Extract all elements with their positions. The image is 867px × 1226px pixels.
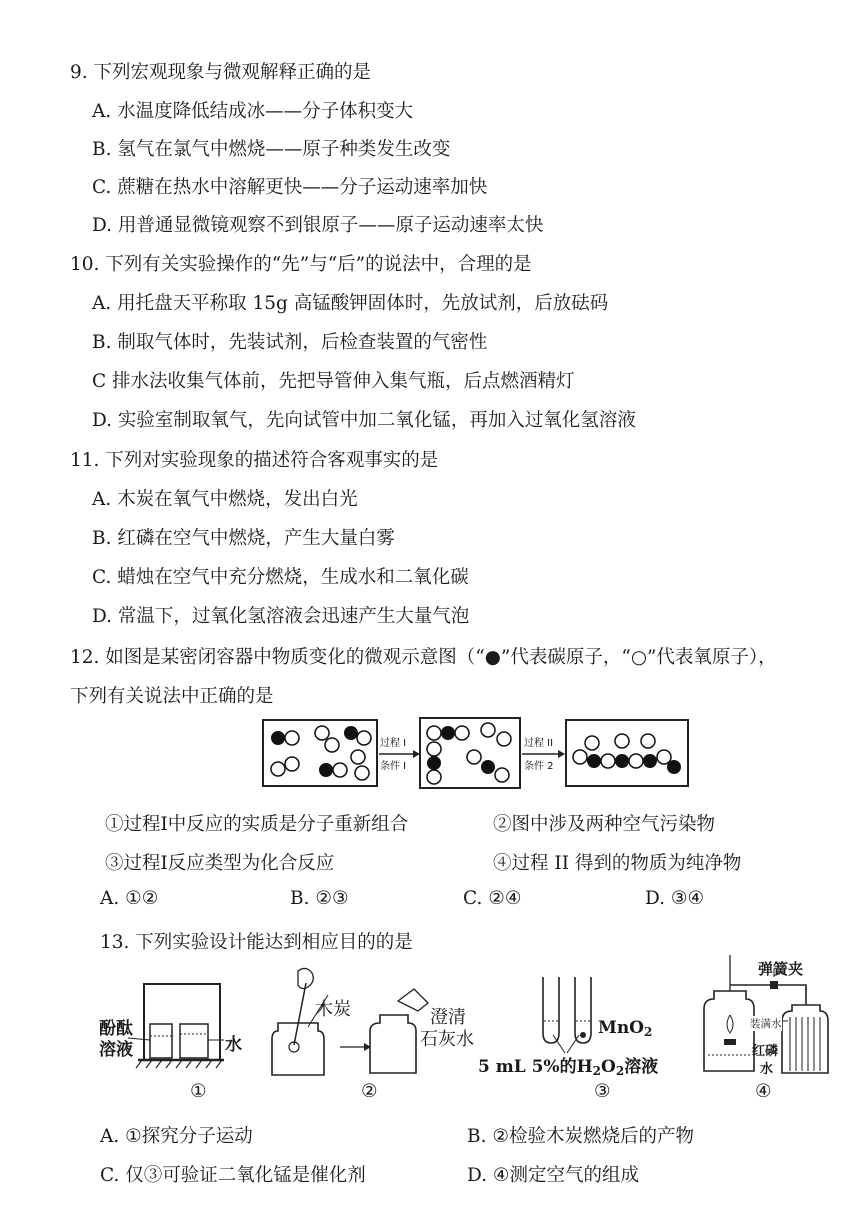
oxygen-atom (657, 750, 671, 764)
fig4-label-full-water: 装满水 (750, 1018, 782, 1030)
q11-option-d: D. 常温下，过氧化氢溶液会迅速产生大量气泡 (92, 606, 470, 627)
pouring-beaker (398, 989, 428, 1011)
q12-molecule-diagram (262, 717, 732, 789)
carbon-atom (319, 763, 333, 777)
oxygen-atom (585, 736, 599, 750)
figure-number-3: ③ (594, 1081, 611, 1102)
carbon-atom (441, 726, 455, 740)
oxygen-atom (467, 750, 481, 764)
fig3-label-h2o2: 5 mL 5%的$H_2O_2$溶液 (478, 1057, 659, 1078)
condition-2-label: 条件 2 (524, 761, 554, 772)
oxygen-atom (455, 726, 469, 740)
fig1-label-water: 水 (225, 1035, 242, 1055)
oxygen-atom (601, 754, 615, 768)
arrow-1-icon (413, 750, 420, 758)
fig4-label-red-phosphorus: 红磷 (752, 1044, 779, 1059)
q12-option-d: D. ③④ (645, 888, 705, 909)
q12-statement-1: ①过程I中反应的实质是分子重新组合 (105, 814, 409, 835)
bottle-right (782, 1005, 828, 1073)
carbon-atom (615, 754, 629, 768)
oxygen-atom (357, 731, 371, 745)
oxygen-atom (285, 757, 299, 771)
q13-option-b: B. ②检验木炭燃烧后的产物 (467, 1126, 694, 1147)
q11-option-c: C. 蜡烛在空气中充分燃烧，生成水和二氧化碳 (92, 567, 469, 588)
q10-option-c: C 排水法收集气体前，先把导管伸入集气瓶，后点燃酒精灯 (92, 371, 575, 392)
q13-option-a: A. ①探究分子运动 (100, 1126, 253, 1147)
oxygen-atom (615, 734, 629, 748)
test-tube-left (543, 977, 559, 1043)
fig2-label-charcoal: 木炭 (315, 999, 351, 1020)
beaker-left (150, 1024, 172, 1058)
q10-option-d: D. 实验室制取氧气，先向试管中加二氧化锰，再加入过氧化氢溶液 (92, 410, 636, 431)
q11-option-a: A. 木炭在氧气中燃烧，发出白光 (92, 489, 358, 510)
figure-number-2: ② (361, 1081, 378, 1102)
oxygen-atom (351, 750, 365, 764)
oxygen-atom (271, 762, 285, 776)
q12-statement-2: ②图中涉及两种空气污染物 (493, 814, 716, 835)
q9-option-b: B. 氢气在氯气中燃烧——原子种类发生改变 (92, 139, 451, 160)
oxygen-atom (325, 738, 339, 752)
q9-option-d: D. 用普通显微镜观察不到银原子——原子运动速率太快 (92, 215, 544, 236)
oxygen-atom (481, 723, 495, 737)
q13-stem: 13. 下列实验设计能达到相应目的的是 (100, 932, 413, 953)
q11-stem: 11. 下列对实验现象的描述符合客观事实的是 (70, 450, 439, 471)
fig3-label-mno2: MnO$_2$ (598, 1018, 653, 1039)
fig2-label-limewater: 石灰水 (420, 1029, 474, 1050)
carbon-atom (587, 754, 601, 768)
carbon-atom (667, 760, 681, 774)
q12-option-b: B. ②③ (290, 888, 349, 909)
oxygen-atom (497, 732, 511, 746)
bottle-right (370, 1015, 416, 1073)
oxygen-atom (427, 726, 441, 740)
q10-option-a: A. 用托盘天平称取 15g 高锰酸钾固体时，先放试剂，后放砝码 (92, 293, 609, 314)
q10-stem: 10. 下列有关实验操作的“先”与“后”的说法中，合理的是 (70, 254, 532, 275)
q12-statement-3: ③过程I反应类型为化合反应 (105, 853, 335, 874)
oxygen-atom (495, 768, 509, 782)
arrow-2-icon (558, 750, 565, 758)
q11-option-b: B. 红磷在空气中燃烧，产生大量白雾 (92, 528, 395, 549)
q13-figure-3 (535, 975, 605, 1055)
figure-number-4: ④ (755, 1081, 772, 1102)
condition-1-label: 条件 I (380, 761, 407, 772)
q13-option-c: C. 仅③可验证二氧化锰是催化剂 (100, 1165, 366, 1186)
q10-option-b: B. 制取气体时，先装试剂，后检查装置的气密性 (92, 332, 488, 353)
q9-option-a: A. 水温度降低结成冰——分子体积变大 (92, 101, 414, 122)
fig1-label-phenolphthalein: 酚酞 (99, 1019, 133, 1039)
fig4-label-water: 水 (760, 1062, 774, 1077)
oxygen-atom (333, 763, 347, 777)
spring-clip-icon (770, 981, 778, 989)
q12-stem-line1: 12. 如图是某密闭容器中物质变化的微观示意图（“●”代表碳原子，“○”代表氧原子）， (70, 647, 777, 668)
beaker-right (180, 1024, 208, 1058)
oxygen-atom (629, 754, 643, 768)
q9-option-c: C. 蔗糖在热水中溶解更快——分子运动速率加快 (92, 177, 488, 198)
q12-stem-line2: 下列有关说法中正确的是 (70, 686, 274, 707)
figure-number-1: ① (190, 1081, 207, 1102)
oxygen-atom (315, 726, 329, 740)
carbon-atom (643, 754, 657, 768)
oxygen-atom (427, 742, 441, 756)
carbon-atom (481, 760, 495, 774)
q12-option-c: C. ②④ (463, 888, 522, 909)
fig1-label-solution: 溶液 (99, 1040, 133, 1060)
oxygen-atom (641, 734, 655, 748)
process-2-label: 过程 II (524, 738, 554, 749)
oxygen-atom (285, 731, 299, 745)
carbon-atom (344, 726, 358, 740)
carbon-atom (427, 756, 441, 770)
fig4-label-spring-clip: 弹簧夹 (758, 960, 804, 978)
carbon-atom (271, 731, 285, 745)
oxygen-atom (355, 766, 369, 780)
fig2-label-clear: 澄清 (430, 1007, 466, 1028)
q13-option-d: D. ④测定空气的组成 (467, 1165, 640, 1186)
oxygen-atom (573, 750, 587, 764)
process-1-label: 过程 I (380, 738, 407, 749)
q12-option-a: A. ①② (100, 888, 159, 909)
q12-statement-4: ④过程 II 得到的物质为纯净物 (493, 853, 742, 874)
q9-stem: 9. 下列宏观现象与微观解释正确的是 (70, 62, 372, 83)
oxygen-atom (427, 770, 441, 784)
